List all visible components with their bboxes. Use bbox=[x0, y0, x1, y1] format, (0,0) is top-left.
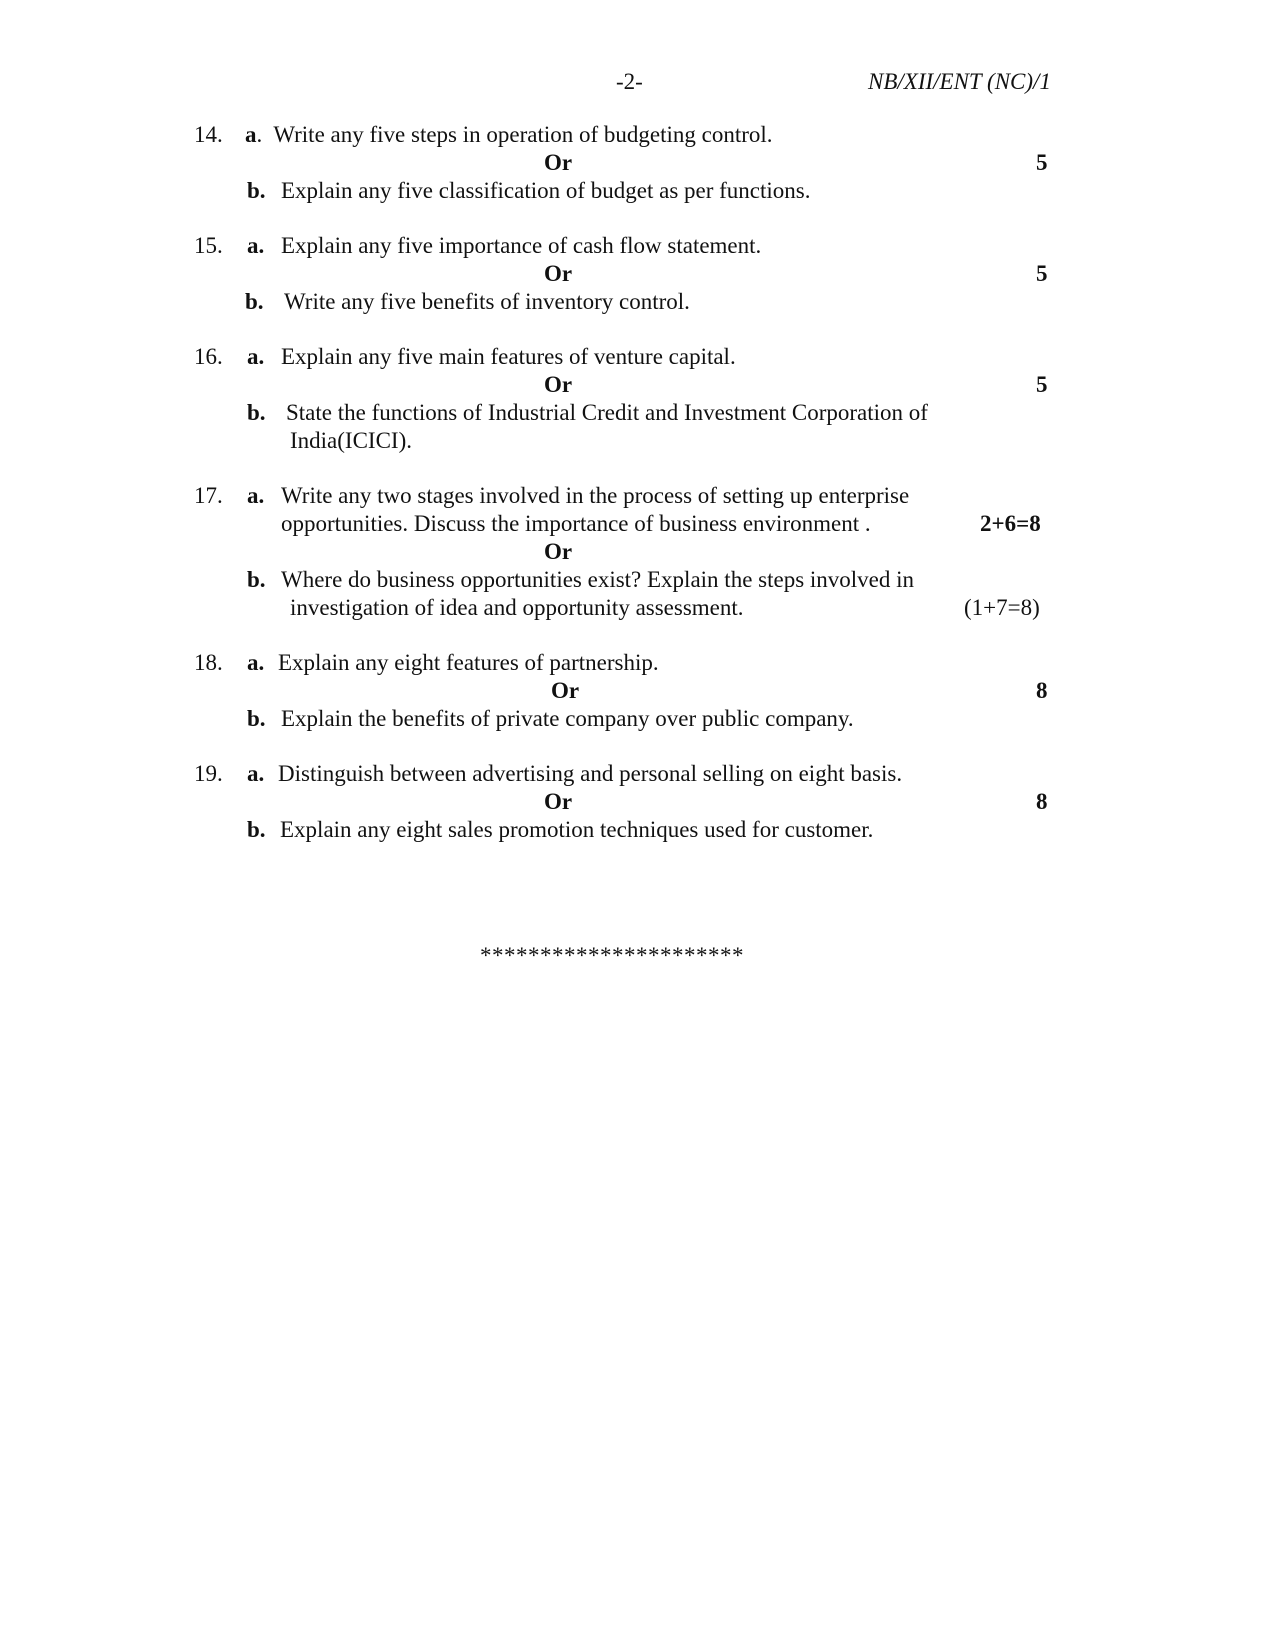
marks: 8 bbox=[1036, 789, 1048, 814]
option-b-text-line2: investigation of idea and opportunity assessment. bbox=[290, 595, 744, 620]
option-b-text: Write any five benefits of inventory control. bbox=[284, 289, 690, 314]
option-b-label: b. bbox=[247, 178, 266, 203]
marks: 5 bbox=[1036, 261, 1048, 286]
option-a-text bbox=[245, 121, 773, 149]
option-b-label: b. bbox=[245, 289, 264, 314]
option-b-label: b. bbox=[247, 400, 266, 425]
option-a-label: a. bbox=[247, 650, 265, 675]
option-b-text-line1: Where do business opportunities exist? Explain the steps involved in bbox=[281, 567, 915, 592]
question-number: 16. bbox=[194, 344, 223, 369]
question-number: 15. bbox=[194, 233, 223, 258]
option-b-label: b. bbox=[247, 706, 266, 731]
option-a-text-line2: opportunities. Discuss the importance of business environment . bbox=[281, 511, 871, 536]
option-a-text: Explain any five main features of venture capital. bbox=[281, 344, 736, 369]
or-label: Or bbox=[544, 372, 573, 397]
or-label: Or bbox=[544, 261, 573, 286]
option-b-label: b. bbox=[247, 817, 266, 842]
end-marker: ********************** bbox=[480, 943, 744, 968]
option-a-text: Distinguish between advertising and personal selling on eight basis. bbox=[278, 761, 903, 786]
option-a-marks: 2+6=8 bbox=[980, 511, 1041, 536]
question-number: 14. bbox=[194, 122, 223, 147]
option-b-text: Explain the benefits of private company over public company. bbox=[281, 706, 854, 731]
marks: 5 bbox=[1036, 372, 1048, 397]
option-a-text-line1: Write any two stages involved in the process of setting up enterprise bbox=[281, 483, 910, 508]
or-label: Or bbox=[544, 150, 573, 175]
page-number: -2- bbox=[616, 69, 643, 94]
option-a-question: Write any five steps in operation of budgeting control. bbox=[273, 122, 773, 147]
or-label: Or bbox=[544, 789, 573, 814]
option-b-text: Explain any eight sales promotion techniques used for customer. bbox=[280, 817, 874, 842]
option-b-text-line2: India(ICICI). bbox=[290, 428, 412, 453]
or-label: Or bbox=[551, 678, 580, 703]
option-a-label: a. bbox=[247, 233, 265, 258]
option-b-marks: (1+7=8) bbox=[964, 595, 1040, 620]
option-a-label: a. bbox=[247, 761, 265, 786]
marks: 8 bbox=[1036, 678, 1048, 703]
option-a-dot: . bbox=[256, 122, 263, 147]
option-b-text-line1: State the functions of Industrial Credit and Investment Corporation of bbox=[286, 400, 928, 425]
option-a-label: a. bbox=[247, 344, 265, 369]
question-number: 19. bbox=[194, 761, 223, 786]
option-a-label: a bbox=[245, 122, 257, 147]
option-a-text: Explain any eight features of partnership. bbox=[278, 650, 659, 675]
paper-code: NB/XII/ENT (NC)/1 bbox=[868, 69, 1051, 94]
option-b-text: Explain any five classification of budget as per functions. bbox=[281, 178, 811, 203]
marks: 5 bbox=[1036, 150, 1048, 175]
or-label: Or bbox=[544, 539, 573, 564]
option-a-text: Explain any five importance of cash flow statement. bbox=[281, 233, 762, 258]
option-a-label: a. bbox=[247, 483, 265, 508]
question-number: 17. bbox=[194, 483, 223, 508]
option-b-label: b. bbox=[247, 567, 266, 592]
question-number: 18. bbox=[194, 650, 223, 675]
